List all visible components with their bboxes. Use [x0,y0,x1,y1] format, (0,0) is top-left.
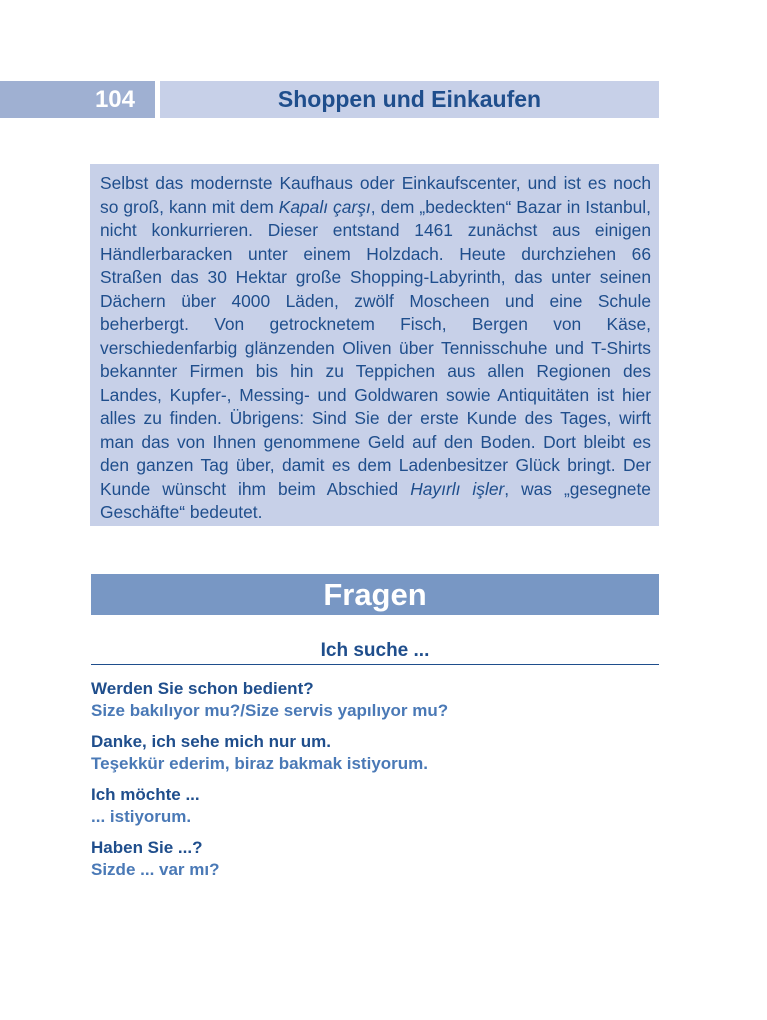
phrase-german: Danke, ich sehe mich nur um. [91,732,331,751]
phrase-item [91,784,659,828]
section-title: Fragen [91,574,659,615]
subsection-heading: Ich suche ... [91,638,659,665]
phrase-german: Haben Sie ...? [91,838,203,857]
info-term-hayirli-isler: Hayırlı işler [410,478,505,499]
info-text-part-1: Selbst das modernste Kaufhaus oder Einkaufscenter, und ist es noch so groß, kann mit dem [100,173,651,217]
info-text-part-2: , dem „bedeckten“ Bazar in Istanbul, nicht konkurrieren. Dieser entstand 1461 zunächst aus einigen Händlerbaracken unter einem Holzdach. Heute durchziehen 66 Straßen das 30 Hektar große Shopping-Labyrinth, das unter seinen Dächern über 4000 Läden, zwölf Moscheen und eine Schule beherbergt. Von getrocknetem Fisch, Bergen von Käse, verschiedenfarbig glänzenden Oliven über Tennisschuhe und T-Shirts bekannter Firmen bis hin zu Teppichen aus allen Regionen des Landes, Kupfer-, Messing- und Goldwaren sowie Antiquitäten ist hier alles zu finden. Übrigens: Sind Sie der erste Kunde des Tages, wirft man das von Ihnen genommene Geld auf den Boden. Dort bleibt es den ganzen Tag über, damit es dem Ladenbesitzer Glück bringt. Der Kunde wünscht ihm beim Abschied [100,196,652,499]
phrase-german: Werden Sie schon bedient? [91,679,314,698]
info-text-part-3: , was „gesegnete Geschäfte“ bedeutet. [100,478,651,522]
phrase-turkish: Size bakılıyor mu?/Size servis yapılıyor mu? [91,701,449,720]
phrase-item [91,678,659,722]
info-term-kapali-carsi: Kapalı çarşı [278,196,371,217]
phrase-turkish: ... istiyorum. [91,807,192,826]
info-box [90,164,659,526]
phrase-turkish: Teşekkür ederim, biraz bakmak istiyorum. [91,754,428,773]
phrase-item [91,731,659,775]
phrase-item [91,837,659,881]
chapter-title: Shoppen und Einkaufen [160,81,659,118]
phrase-german: Ich möchte ... [91,785,200,804]
phrase-list [91,678,659,890]
page-number: 104 [0,81,155,118]
phrase-turkish: Sizde ... var mı? [91,860,220,879]
